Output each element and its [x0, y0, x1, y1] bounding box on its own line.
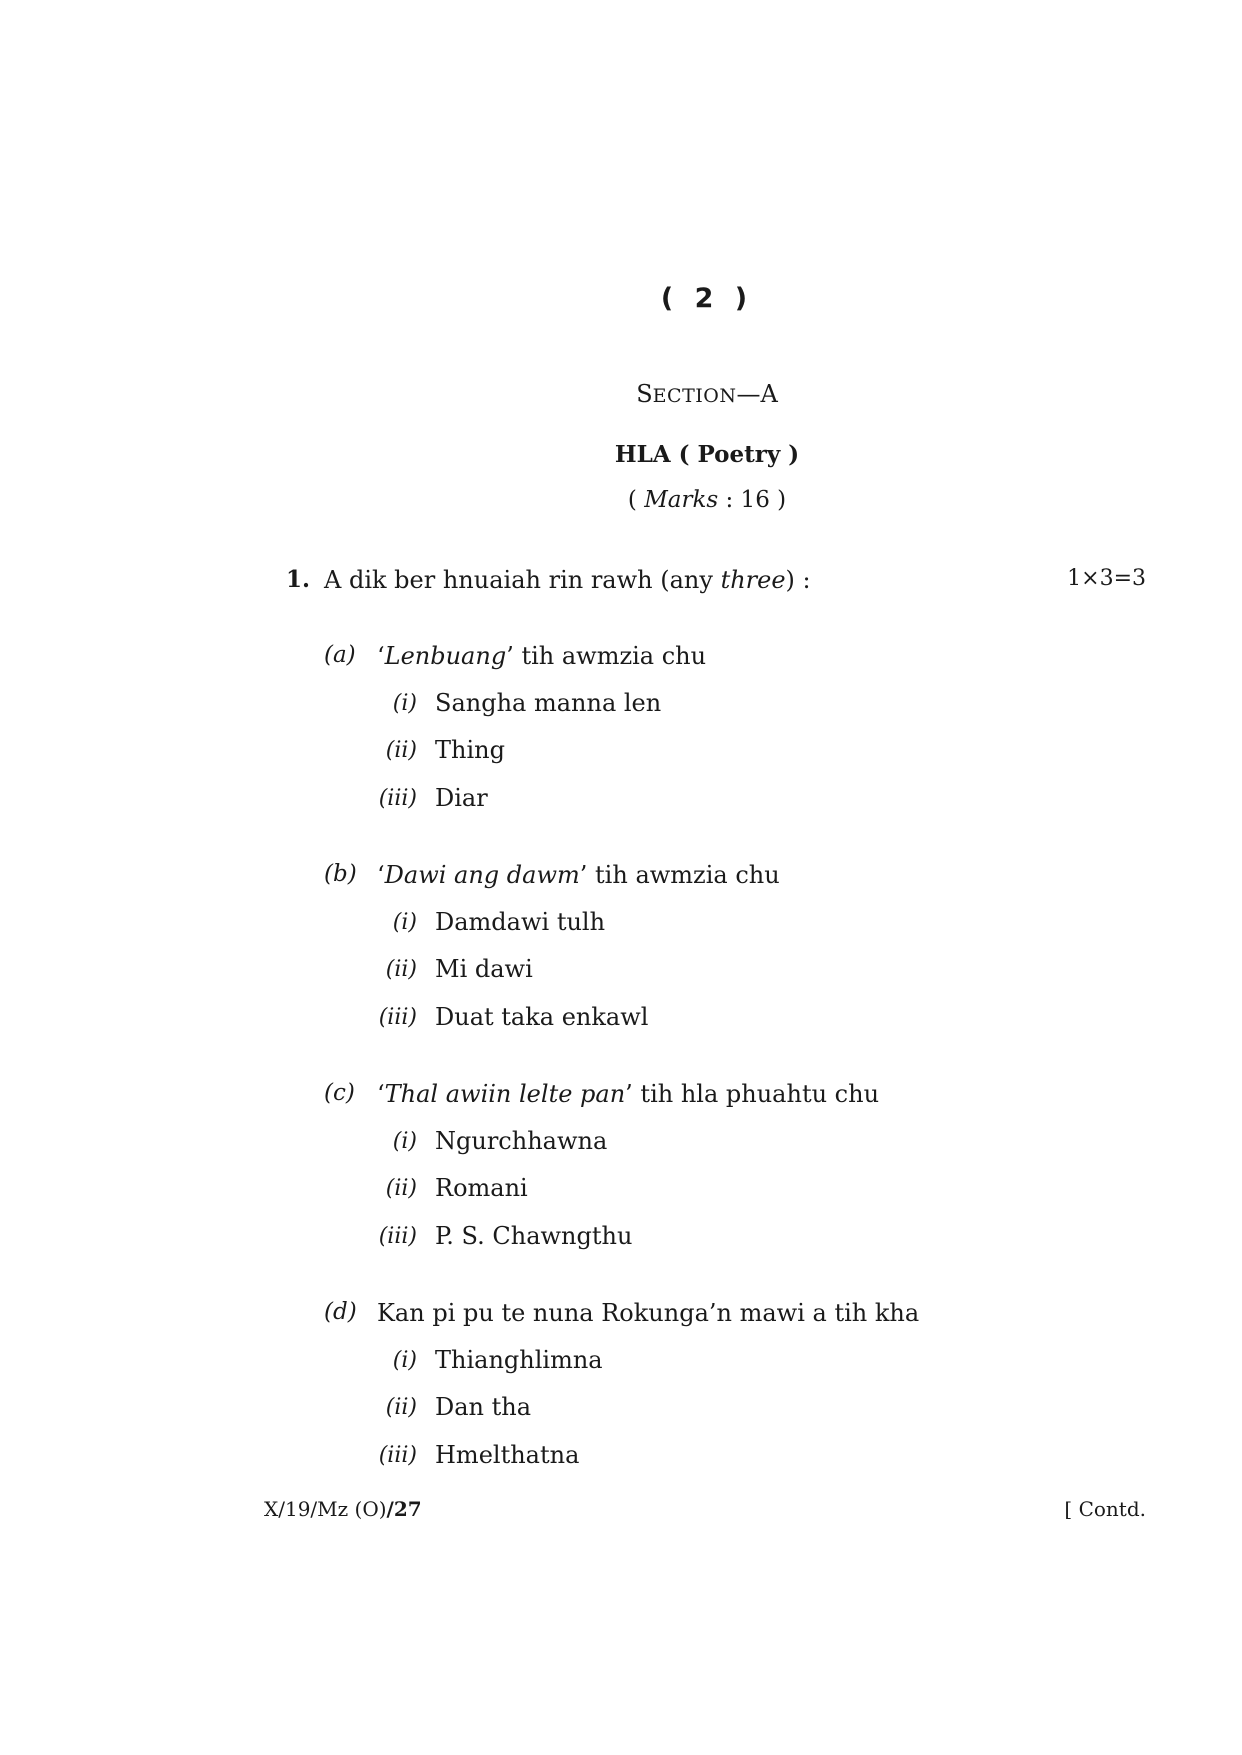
option-text: Hmelthatna	[435, 1441, 580, 1469]
question-text-italic: three	[720, 566, 786, 594]
option-label: (iii)	[378, 1005, 417, 1030]
option-label: (ii)	[385, 1176, 417, 1201]
section-prefix-large: S	[636, 380, 653, 408]
paper-code-main: X/19/Mz (O)	[264, 1497, 387, 1521]
subquestion-label: (c)	[324, 1080, 355, 1106]
option-text: Thianghlimna	[435, 1346, 603, 1374]
subquestion-rest: ’ tih awmzia chu	[506, 642, 707, 670]
option-label: (iii)	[378, 786, 417, 811]
section-suffix: —A	[736, 380, 778, 408]
option-text: Thing	[435, 736, 505, 764]
subquestion-rest: Kan pi pu te nuna Rokunga’n mawi a tih kha	[377, 1299, 920, 1327]
quote-open: ‘	[377, 861, 385, 889]
option-label: (i)	[392, 691, 417, 716]
option-text: P. S. Chawngthu	[435, 1222, 633, 1250]
question-text	[324, 566, 811, 594]
option-text: Damdawi tulh	[435, 908, 606, 936]
subquestion-text	[377, 1080, 879, 1108]
paper-code-number: /27	[386, 1497, 422, 1521]
quote-open: ‘	[377, 1080, 385, 1108]
poetry-heading: HLA ( Poetry )	[614, 441, 800, 468]
section-title	[0, 380, 1242, 408]
subquestion-label: (b)	[324, 861, 357, 887]
option-text: Mi dawi	[435, 955, 533, 983]
section-prefix-small: ECTION	[652, 385, 737, 407]
subquestion-label: (d)	[324, 1299, 357, 1325]
paper-code	[264, 1497, 422, 1521]
subquestion-text	[377, 1299, 919, 1327]
option-label: (iii)	[378, 1224, 417, 1249]
marks-rest: : 16 )	[718, 487, 787, 513]
question-text-after: ) :	[785, 566, 811, 594]
option-label: (ii)	[385, 738, 417, 763]
option-label: (i)	[392, 910, 417, 935]
option-label: (ii)	[385, 957, 417, 982]
question-marks: 1×3=3	[1067, 566, 1146, 591]
subquestion-rest: ’ tih hla phuahtu chu	[625, 1080, 880, 1108]
option-text: Sangha manna len	[435, 689, 662, 717]
option-text: Ngurchhawna	[435, 1127, 608, 1155]
marks-label: Marks	[644, 487, 719, 513]
marks-open: (	[627, 487, 645, 513]
option-label: (i)	[392, 1129, 417, 1154]
question-text-before: A dik ber hnuaiah rin rawh (any	[324, 566, 721, 594]
option-text: Romani	[435, 1174, 528, 1202]
option-text: Duat taka enkawl	[435, 1003, 649, 1031]
subquestion-rest: ’ tih awmzia chu	[579, 861, 780, 889]
subquestion-term: Dawi ang dawm	[384, 861, 580, 889]
subquestion-label: (a)	[324, 642, 356, 668]
subquestion-term: Thal awiin lelte pan	[384, 1080, 626, 1108]
subquestion-text	[377, 861, 780, 889]
quote-open: ‘	[377, 642, 385, 670]
continued-note: [ Contd.	[1064, 1497, 1146, 1521]
subquestion-term: Lenbuang	[384, 642, 507, 670]
option-text: Diar	[435, 784, 488, 812]
option-text: Dan tha	[435, 1393, 532, 1421]
section-marks	[0, 487, 1242, 513]
subquestion-text	[377, 642, 706, 670]
option-label: (ii)	[385, 1395, 417, 1420]
page-number: ( 2 )	[660, 283, 754, 314]
option-label: (i)	[392, 1348, 417, 1373]
question-number: 1.	[286, 566, 311, 593]
option-label: (iii)	[378, 1443, 417, 1468]
